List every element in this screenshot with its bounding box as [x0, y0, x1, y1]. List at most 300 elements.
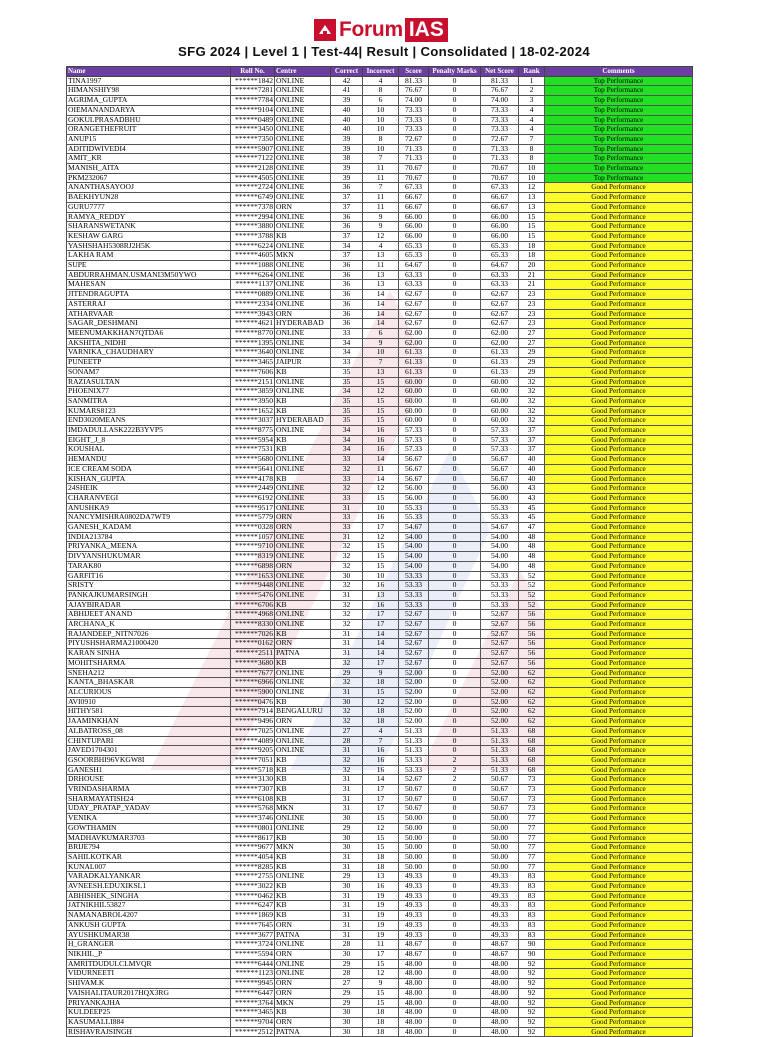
cell-roll-no: ******3724: [231, 940, 275, 950]
cell-penalty: 0: [429, 988, 481, 998]
table-row: [67, 940, 693, 950]
cell-comment: Good Performance: [545, 969, 693, 979]
table-row: [67, 775, 693, 785]
cell-name: BRIJE794: [67, 843, 231, 853]
cell-net-score: 48.00: [481, 1027, 519, 1037]
cell-penalty: 0: [429, 678, 481, 688]
cell-score: 50.00: [399, 814, 429, 824]
cell-score: 48.00: [399, 969, 429, 979]
cell-incorrect: 14: [363, 629, 399, 639]
cell-score: 48.00: [399, 988, 429, 998]
cell-correct: 32: [331, 765, 363, 775]
cell-name: ARCHANA_K: [67, 620, 231, 630]
table-row: [67, 426, 693, 436]
cell-incorrect: 9: [363, 222, 399, 232]
cell-net-score: 64.67: [481, 261, 519, 271]
col-header-centre: Centre: [275, 67, 331, 77]
cell-centre: KB: [275, 901, 331, 911]
cell-name: RAZIASULTAN: [67, 377, 231, 387]
cell-comment: Good Performance: [545, 979, 693, 989]
cell-penalty: 0: [429, 726, 481, 736]
cell-name: TARAK80: [67, 561, 231, 571]
cell-incorrect: 17: [363, 794, 399, 804]
cell-score: 62.00: [399, 338, 429, 348]
cell-name: 24SHEIK: [67, 484, 231, 494]
cell-penalty: 0: [429, 493, 481, 503]
cell-roll-no: ******3465: [231, 358, 275, 368]
cell-penalty: 0: [429, 891, 481, 901]
cell-incorrect: 19: [363, 930, 399, 940]
cell-comment: Good Performance: [545, 911, 693, 921]
cell-score: 53.33: [399, 581, 429, 591]
cell-centre: ONLINE: [275, 552, 331, 562]
cell-name: PRIYANKA_MEENA: [67, 542, 231, 552]
cell-comment: Top Performance: [545, 76, 693, 86]
table-row: [67, 328, 693, 338]
cell-roll-no: ******6264: [231, 270, 275, 280]
cell-incorrect: 13: [363, 872, 399, 882]
cell-incorrect: 11: [363, 261, 399, 271]
cell-penalty: 0: [429, 668, 481, 678]
cell-incorrect: 17: [363, 620, 399, 630]
cell-centre: ORN: [275, 523, 331, 533]
cell-centre: ONLINE: [275, 270, 331, 280]
cell-incorrect: 18: [363, 862, 399, 872]
cell-incorrect: 19: [363, 911, 399, 921]
cell-roll-no: ******4621: [231, 319, 275, 329]
cell-incorrect: 9: [363, 212, 399, 222]
cell-correct: 29: [331, 998, 363, 1008]
cell-comment: Good Performance: [545, 940, 693, 950]
cell-comment: Good Performance: [545, 503, 693, 513]
table-row: [67, 396, 693, 406]
cell-correct: 32: [331, 552, 363, 562]
cell-roll-no: ******5594: [231, 949, 275, 959]
cell-score: 49.33: [399, 872, 429, 882]
cell-rank: 43: [519, 484, 545, 494]
cell-net-score: 52.67: [481, 629, 519, 639]
cell-roll-no: ******6192: [231, 493, 275, 503]
cell-name: AMIT_KR: [67, 154, 231, 164]
cell-centre: ONLINE: [275, 746, 331, 756]
cell-roll-no: ******7531: [231, 445, 275, 455]
cell-net-score: 51.33: [481, 755, 519, 765]
cell-correct: 36: [331, 183, 363, 193]
cell-net-score: 51.33: [481, 726, 519, 736]
cell-roll-no: ******7914: [231, 707, 275, 717]
cell-net-score: 63.33: [481, 270, 519, 280]
cell-net-score: 66.67: [481, 193, 519, 203]
cell-correct: 36: [331, 212, 363, 222]
table-row: [67, 668, 693, 678]
cell-penalty: 0: [429, 241, 481, 251]
cell-rank: 62: [519, 668, 545, 678]
cell-centre: KB: [275, 474, 331, 484]
cell-centre: ONLINE: [275, 464, 331, 474]
table-row: [67, 76, 693, 86]
cell-comment: Good Performance: [545, 406, 693, 416]
cell-net-score: 62.67: [481, 309, 519, 319]
cell-incorrect: 16: [363, 581, 399, 591]
cell-comment: Good Performance: [545, 474, 693, 484]
logo-text-forum: Forum: [339, 18, 403, 41]
cell-centre: ONLINE: [275, 581, 331, 591]
cell-net-score: 56.67: [481, 455, 519, 465]
cell-roll-no: ******2128: [231, 164, 275, 174]
cell-correct: 31: [331, 503, 363, 513]
cell-incorrect: 15: [363, 688, 399, 698]
cell-penalty: 0: [429, 358, 481, 368]
cell-correct: 42: [331, 76, 363, 86]
cell-net-score: 72.67: [481, 134, 519, 144]
cell-name: KOUSHAL: [67, 445, 231, 455]
cell-score: 71.33: [399, 154, 429, 164]
cell-score: 48.00: [399, 1017, 429, 1027]
cell-roll-no: ******3465: [231, 1008, 275, 1018]
cell-score: 66.00: [399, 231, 429, 241]
cell-rank: 73: [519, 775, 545, 785]
cell-penalty: 0: [429, 639, 481, 649]
cell-penalty: 0: [429, 96, 481, 106]
cell-roll-no: ******3680: [231, 658, 275, 668]
cell-rank: 52: [519, 571, 545, 581]
cell-net-score: 56.67: [481, 474, 519, 484]
cell-correct: 32: [331, 542, 363, 552]
cell-name: PRIYANKAJHA: [67, 998, 231, 1008]
cell-score: 70.67: [399, 173, 429, 183]
cell-score: 52.00: [399, 668, 429, 678]
cell-net-score: 55.33: [481, 513, 519, 523]
cell-incorrect: 14: [363, 290, 399, 300]
cell-name: SRISTY: [67, 581, 231, 591]
table-row: [67, 125, 693, 135]
table-row: [67, 309, 693, 319]
cell-centre: ONLINE: [275, 814, 331, 824]
cell-roll-no: ******0476: [231, 697, 275, 707]
cell-score: 60.00: [399, 396, 429, 406]
cell-name: MAHESAN: [67, 280, 231, 290]
cell-comment: Top Performance: [545, 144, 693, 154]
forumias-logo: [314, 18, 448, 42]
cell-incorrect: 17: [363, 523, 399, 533]
cell-incorrect: 16: [363, 746, 399, 756]
cell-penalty: 0: [429, 697, 481, 707]
cell-rank: 13: [519, 193, 545, 203]
table-row: [67, 290, 693, 300]
cell-centre: ONLINE: [275, 532, 331, 542]
cell-comment: Good Performance: [545, 726, 693, 736]
cell-correct: 27: [331, 979, 363, 989]
cell-name: JAVED1704301: [67, 746, 231, 756]
cell-comment: Good Performance: [545, 717, 693, 727]
cell-net-score: 56.00: [481, 493, 519, 503]
cell-penalty: 0: [429, 464, 481, 474]
cell-roll-no: ******7606: [231, 367, 275, 377]
cell-incorrect: 19: [363, 901, 399, 911]
table-row: [67, 930, 693, 940]
cell-rank: 92: [519, 1027, 545, 1037]
cell-correct: 40: [331, 105, 363, 115]
cell-score: 48.00: [399, 998, 429, 1008]
cell-score: 52.67: [399, 658, 429, 668]
table-header-row: [67, 67, 693, 77]
cell-net-score: 74.00: [481, 96, 519, 106]
cell-score: 61.33: [399, 348, 429, 358]
cell-correct: 34: [331, 445, 363, 455]
cell-comment: Good Performance: [545, 590, 693, 600]
cell-penalty: 0: [429, 134, 481, 144]
cell-incorrect: 10: [363, 125, 399, 135]
cell-roll-no: ******4968: [231, 610, 275, 620]
cell-roll-no: ******7026: [231, 629, 275, 639]
table-row: [67, 251, 693, 261]
cell-centre: ONLINE: [275, 280, 331, 290]
cell-rank: 56: [519, 629, 545, 639]
cell-roll-no: ******0801: [231, 823, 275, 833]
cell-incorrect: 18: [363, 1008, 399, 1018]
cell-penalty: 0: [429, 581, 481, 591]
table-row: [67, 493, 693, 503]
cell-rank: 18: [519, 251, 545, 261]
cell-comment: Good Performance: [545, 183, 693, 193]
cell-correct: 32: [331, 561, 363, 571]
cell-correct: 36: [331, 261, 363, 271]
cell-roll-no: ******4505: [231, 173, 275, 183]
cell-score: 50.00: [399, 862, 429, 872]
cell-score: 52.67: [399, 639, 429, 649]
cell-penalty: 0: [429, 843, 481, 853]
cell-name: UDAY_PRATAP_YADAV: [67, 804, 231, 814]
cell-incorrect: 15: [363, 843, 399, 853]
cell-centre: ONLINE: [275, 610, 331, 620]
cell-rank: 32: [519, 387, 545, 397]
cell-centre: ONLINE: [275, 940, 331, 950]
table-row: [67, 270, 693, 280]
cell-incorrect: 11: [363, 940, 399, 950]
cell-incorrect: 15: [363, 988, 399, 998]
table-row: [67, 222, 693, 232]
cell-name: ATHARVAAR: [67, 309, 231, 319]
table-row: [67, 639, 693, 649]
cell-comment: Good Performance: [545, 901, 693, 911]
cell-penalty: 0: [429, 688, 481, 698]
cell-correct: 31: [331, 852, 363, 862]
table-row: [67, 920, 693, 930]
cell-correct: 38: [331, 154, 363, 164]
cell-incorrect: 16: [363, 445, 399, 455]
cell-correct: 34: [331, 426, 363, 436]
table-row: [67, 484, 693, 494]
cell-comment: Good Performance: [545, 377, 693, 387]
cell-rank: 3: [519, 96, 545, 106]
cell-name: JATNIKHIL53827: [67, 901, 231, 911]
cell-comment: Top Performance: [545, 173, 693, 183]
cell-centre: ORN: [275, 561, 331, 571]
cell-roll-no: ******9710: [231, 542, 275, 552]
cell-comment: Good Performance: [545, 367, 693, 377]
cell-score: 60.00: [399, 406, 429, 416]
cell-centre: ONLINE: [275, 125, 331, 135]
cell-name: MADHAVKUMAR3703: [67, 833, 231, 843]
cell-rank: 43: [519, 493, 545, 503]
cell-roll-no: ******3037: [231, 416, 275, 426]
cell-roll-no: ******6749: [231, 193, 275, 203]
cell-penalty: 0: [429, 920, 481, 930]
cell-score: 50.00: [399, 823, 429, 833]
cell-incorrect: 16: [363, 882, 399, 892]
cell-name: PHOENIX77: [67, 387, 231, 397]
cell-score: 60.00: [399, 377, 429, 387]
cell-correct: 32: [331, 610, 363, 620]
cell-incorrect: 9: [363, 338, 399, 348]
cell-penalty: 0: [429, 484, 481, 494]
cell-roll-no: ******2755: [231, 872, 275, 882]
cell-rank: 73: [519, 804, 545, 814]
cell-score: 54.00: [399, 532, 429, 542]
cell-correct: 31: [331, 901, 363, 911]
cell-comment: Good Performance: [545, 222, 693, 232]
cell-centre: KB: [275, 755, 331, 765]
cell-net-score: 54.67: [481, 523, 519, 533]
cell-centre: KB: [275, 435, 331, 445]
cell-correct: 39: [331, 96, 363, 106]
cell-centre: KB: [275, 862, 331, 872]
cell-correct: 31: [331, 911, 363, 921]
cell-incorrect: 8: [363, 86, 399, 96]
cell-penalty: 0: [429, 125, 481, 135]
cell-rank: 92: [519, 959, 545, 969]
cell-roll-no: ******6706: [231, 600, 275, 610]
cell-score: 52.67: [399, 775, 429, 785]
cell-net-score: 57.33: [481, 426, 519, 436]
cell-comment: Good Performance: [545, 532, 693, 542]
cell-centre: ORN: [275, 309, 331, 319]
cell-score: 50.67: [399, 804, 429, 814]
table-row: [67, 833, 693, 843]
cell-penalty: 0: [429, 202, 481, 212]
cell-score: 55.33: [399, 503, 429, 513]
cell-incorrect: 14: [363, 299, 399, 309]
cell-name: GOWTHAMIN: [67, 823, 231, 833]
cell-rank: 2: [519, 86, 545, 96]
cell-rank: 92: [519, 1017, 545, 1027]
cell-centre: ONLINE: [275, 222, 331, 232]
cell-score: 52.00: [399, 678, 429, 688]
cell-roll-no: ******2724: [231, 183, 275, 193]
cell-name: NANCYMISHRA0802DA7WT9: [67, 513, 231, 523]
forumias-logo-icon: [314, 19, 336, 41]
cell-score: 48.00: [399, 979, 429, 989]
table-row: [67, 649, 693, 659]
cell-rank: 10: [519, 164, 545, 174]
table-row: [67, 280, 693, 290]
table-row: [67, 629, 693, 639]
cell-penalty: 0: [429, 231, 481, 241]
cell-score: 52.67: [399, 610, 429, 620]
col-header-comments: Comments: [545, 67, 693, 77]
cell-correct: 32: [331, 717, 363, 727]
cell-penalty: 0: [429, 173, 481, 183]
cell-comment: Good Performance: [545, 600, 693, 610]
cell-correct: 31: [331, 746, 363, 756]
cell-name: SHIVAM.K: [67, 979, 231, 989]
cell-score: 72.67: [399, 134, 429, 144]
cell-net-score: 48.00: [481, 1017, 519, 1027]
cell-correct: 36: [331, 299, 363, 309]
cell-penalty: 0: [429, 833, 481, 843]
cell-roll-no: ******7307: [231, 785, 275, 795]
cell-centre: ONLINE: [275, 183, 331, 193]
cell-rank: 83: [519, 882, 545, 892]
cell-rank: 45: [519, 513, 545, 523]
cell-comment: Top Performance: [545, 164, 693, 174]
cell-centre: KB: [275, 629, 331, 639]
cell-correct: 35: [331, 406, 363, 416]
cell-comment: Good Performance: [545, 416, 693, 426]
cell-score: 49.33: [399, 891, 429, 901]
table-row: [67, 765, 693, 775]
table-row: [67, 154, 693, 164]
cell-name: PKM232067: [67, 173, 231, 183]
cell-incorrect: 14: [363, 639, 399, 649]
cell-comment: Good Performance: [545, 707, 693, 717]
cell-roll-no: ******1869: [231, 911, 275, 921]
cell-incorrect: 17: [363, 804, 399, 814]
cell-incorrect: 14: [363, 309, 399, 319]
cell-score: 63.33: [399, 270, 429, 280]
cell-incorrect: 8: [363, 134, 399, 144]
cell-name: SHARMAYATISH24: [67, 794, 231, 804]
cell-rank: 29: [519, 367, 545, 377]
table-row: [67, 1027, 693, 1037]
cell-name: VRINDASHARMA: [67, 785, 231, 795]
cell-correct: 32: [331, 678, 363, 688]
cell-name: SAGAR_DESHMANI: [67, 319, 231, 329]
cell-centre: KB: [275, 794, 331, 804]
cell-roll-no: ******7784: [231, 96, 275, 106]
cell-name: GANESH1: [67, 765, 231, 775]
logo-text-ias: IAS: [405, 18, 448, 42]
cell-score: 52.00: [399, 707, 429, 717]
cell-comment: Good Performance: [545, 358, 693, 368]
cell-incorrect: 7: [363, 358, 399, 368]
cell-penalty: 0: [429, 998, 481, 1008]
cell-net-score: 65.33: [481, 251, 519, 261]
cell-rank: 40: [519, 464, 545, 474]
cell-score: 55.33: [399, 513, 429, 523]
cell-net-score: 61.33: [481, 358, 519, 368]
col-header-name: Name: [67, 67, 231, 77]
cell-incorrect: 12: [363, 823, 399, 833]
cell-comment: Good Performance: [545, 435, 693, 445]
table-row: [67, 949, 693, 959]
cell-name: ALBATROSS_08: [67, 726, 231, 736]
cell-comment: Good Performance: [545, 542, 693, 552]
cell-incorrect: 12: [363, 231, 399, 241]
cell-correct: 30: [331, 949, 363, 959]
cell-roll-no: ******8770: [231, 328, 275, 338]
cell-incorrect: 14: [363, 775, 399, 785]
cell-correct: 32: [331, 755, 363, 765]
cell-net-score: 60.00: [481, 406, 519, 416]
cell-centre: KB: [275, 775, 331, 785]
cell-penalty: 2: [429, 775, 481, 785]
cell-net-score: 56.00: [481, 484, 519, 494]
cell-net-score: 52.67: [481, 649, 519, 659]
cell-score: 63.33: [399, 280, 429, 290]
table-row: [67, 678, 693, 688]
cell-penalty: 0: [429, 367, 481, 377]
